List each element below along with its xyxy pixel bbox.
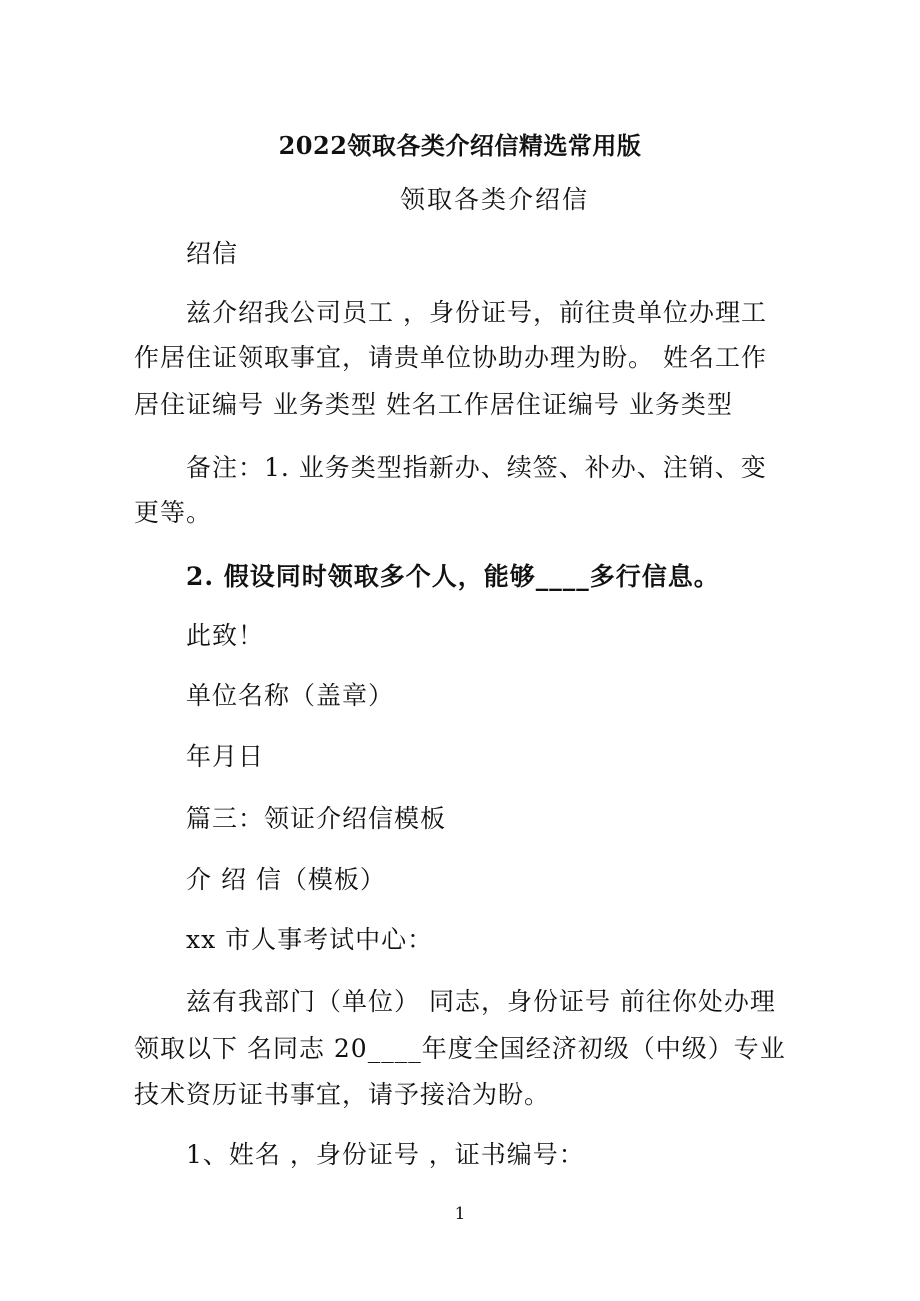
paragraph-line: 兹有我部门（单位） 同志，身份证号 前往你处办理	[186, 987, 776, 1016]
paragraph-line: 2. 假设同时领取多个人，能够____多行信息。	[186, 562, 720, 591]
paragraph-line: 年月日	[186, 742, 265, 771]
paragraph-line: 兹介绍我公司员工 ，身份证号，前往贵单位办理工	[186, 298, 767, 327]
paragraph-line: 备注：1. 业务类型指新办、续签、补办、注销、变	[186, 453, 767, 482]
paragraph-line: 绍信	[186, 239, 239, 268]
paragraph-line: xx 市人事考试中心：	[186, 925, 434, 954]
paragraph-line: 此致！	[186, 621, 265, 650]
paragraph-line: 作居住证领取事宜，请贵单位协助办理为盼。 姓名工作	[134, 343, 767, 372]
paragraph-line: 单位名称（盖章）	[186, 681, 395, 710]
document-title: 2022领取各类介绍信精选常用版	[278, 131, 642, 160]
paragraph-line: 居住证编号 业务类型 姓名工作居住证编号 业务类型	[134, 390, 733, 419]
paragraph-line: 篇三：领证介绍信模板	[186, 804, 447, 833]
paragraph-line: 领取以下 名同志 20____年度全国经济初级（中级）专业	[134, 1034, 786, 1063]
paragraph-line: 介 绍 信（模板）	[186, 865, 386, 894]
document-subtitle: 领取各类介绍信	[400, 185, 590, 214]
paragraph-line: 1、姓名 ，身份证号 ，证书编号：	[186, 1140, 585, 1169]
page-number: 1	[454, 1204, 466, 1224]
paragraph-line: 更等。	[134, 498, 213, 527]
paragraph-line: 技术资历证书事宜，请予接洽为盼。	[134, 1080, 551, 1109]
